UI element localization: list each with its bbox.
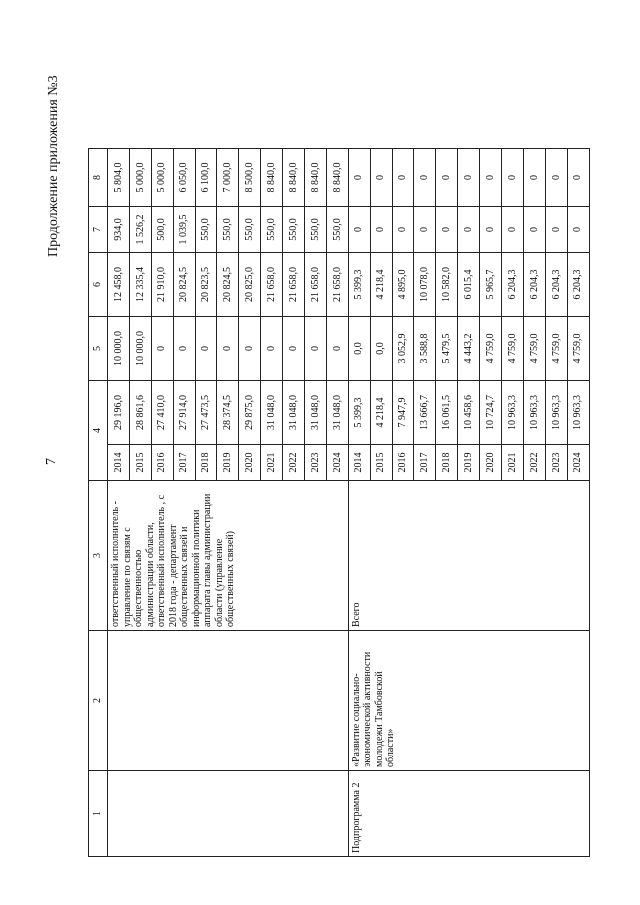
header-cell: 2 <box>89 631 108 771</box>
extrabudget-cell: 0 <box>545 149 567 207</box>
federal-budget-cell: 10 000,0 <box>129 317 151 381</box>
local-budget-cell: 0 <box>348 207 370 253</box>
total-cell: 27 914,0 <box>173 381 195 445</box>
total-cell: 10 963,3 <box>502 381 524 445</box>
regional-budget-cell: 4 895,0 <box>392 253 414 317</box>
regional-budget-cell: 4 218,4 <box>370 253 392 317</box>
year-cell: 2017 <box>173 445 195 481</box>
year-cell: 2023 <box>545 445 567 481</box>
regional-budget-cell: 6 204,3 <box>502 253 524 317</box>
regional-budget-cell: 12 335,4 <box>129 253 151 317</box>
local-budget-cell: 0 <box>545 207 567 253</box>
federal-budget-cell: 4 443,2 <box>458 317 480 381</box>
extrabudget-cell: 0 <box>370 149 392 207</box>
total-cell: 29 196,0 <box>108 381 130 445</box>
extrabudget-cell: 8 840,0 <box>326 149 348 207</box>
extrabudget-cell: 0 <box>348 149 370 207</box>
extrabudget-cell: 5 000,0 <box>151 149 173 207</box>
total-cell: 7 947,9 <box>392 381 414 445</box>
local-budget-cell: 550,0 <box>283 207 305 253</box>
regional-budget-cell: 21 658,0 <box>283 253 305 317</box>
total-cell: 31 048,0 <box>326 381 348 445</box>
total-cell: 31 048,0 <box>305 381 327 445</box>
year-cell: 2024 <box>567 445 589 481</box>
local-budget-cell: 0 <box>502 207 524 253</box>
local-budget-cell: 0 <box>567 207 589 253</box>
local-budget-cell: 1 526,2 <box>129 207 151 253</box>
program-code-cell <box>108 771 349 857</box>
federal-budget-cell: 4 759,0 <box>545 317 567 381</box>
federal-budget-cell: 10 000,0 <box>108 317 130 381</box>
extrabudget-cell: 8 840,0 <box>305 149 327 207</box>
federal-budget-cell: 3 588,8 <box>414 317 436 381</box>
header-cell: 4 <box>89 381 108 481</box>
regional-budget-cell: 6 015,4 <box>458 253 480 317</box>
federal-budget-cell: 3 052,9 <box>392 317 414 381</box>
program-code-cell: Подпрограмма 2 <box>348 771 589 857</box>
regional-budget-cell: 5 965,7 <box>480 253 502 317</box>
year-cell: 2019 <box>458 445 480 481</box>
header-cell: 7 <box>89 207 108 253</box>
total-cell: 10 724,7 <box>480 381 502 445</box>
extrabudget-cell: 5 000,0 <box>129 149 151 207</box>
federal-budget-cell: 4 759,0 <box>480 317 502 381</box>
federal-budget-cell: 0 <box>217 317 239 381</box>
year-cell: 2018 <box>436 445 458 481</box>
regional-budget-cell: 6 204,3 <box>567 253 589 317</box>
extrabudget-cell: 0 <box>567 149 589 207</box>
executor-cell: Всего <box>348 481 589 631</box>
federal-budget-cell: 4 759,0 <box>567 317 589 381</box>
extrabudget-cell: 0 <box>502 149 524 207</box>
extrabudget-cell: 6 050,0 <box>173 149 195 207</box>
total-cell: 29 875,0 <box>239 381 261 445</box>
executor-cell: ответственный исполнитель - управление по связям с общественностью администрации области, ответственный исполнитель , с 2018 года - департамент общественных связей и информационной политики аппарата главы администрации области (управление общественных связей) <box>108 481 349 631</box>
extrabudget-cell: 8 840,0 <box>283 149 305 207</box>
extrabudget-cell: 0 <box>458 149 480 207</box>
year-cell: 2022 <box>283 445 305 481</box>
year-cell: 2018 <box>195 445 217 481</box>
local-budget-cell: 934,0 <box>108 207 130 253</box>
year-cell: 2021 <box>502 445 524 481</box>
federal-budget-cell: 0 <box>239 317 261 381</box>
regional-budget-cell: 20 824,5 <box>217 253 239 317</box>
page-number: 7 <box>44 458 59 465</box>
continuation-label: Продолжение приложения №3 <box>46 75 61 257</box>
local-budget-cell: 550,0 <box>195 207 217 253</box>
total-cell: 31 048,0 <box>261 381 283 445</box>
regional-budget-cell: 20 824,5 <box>173 253 195 317</box>
header-cell: 6 <box>89 253 108 317</box>
federal-budget-cell: 0 <box>283 317 305 381</box>
regional-budget-cell: 21 658,0 <box>261 253 283 317</box>
year-cell: 2015 <box>129 445 151 481</box>
local-budget-cell: 550,0 <box>261 207 283 253</box>
local-budget-cell: 0 <box>480 207 502 253</box>
year-cell: 2014 <box>108 445 130 481</box>
federal-budget-cell: 0,0 <box>348 317 370 381</box>
extrabudget-cell: 6 100,0 <box>195 149 217 207</box>
year-cell: 2022 <box>523 445 545 481</box>
regional-budget-cell: 20 825,0 <box>239 253 261 317</box>
total-cell: 10 963,3 <box>567 381 589 445</box>
total-cell: 28 861,6 <box>129 381 151 445</box>
federal-budget-cell: 0,0 <box>370 317 392 381</box>
regional-budget-cell: 10 582,0 <box>436 253 458 317</box>
local-budget-cell: 550,0 <box>305 207 327 253</box>
header-cell: 8 <box>89 149 108 207</box>
year-cell: 2016 <box>151 445 173 481</box>
year-cell: 2020 <box>239 445 261 481</box>
local-budget-cell: 0 <box>414 207 436 253</box>
header-row <box>89 149 108 857</box>
federal-budget-cell: 0 <box>151 317 173 381</box>
total-cell: 10 458,6 <box>458 381 480 445</box>
local-budget-cell: 550,0 <box>326 207 348 253</box>
local-budget-cell: 500,0 <box>151 207 173 253</box>
year-cell: 2015 <box>370 445 392 481</box>
regional-budget-cell: 12 458,0 <box>108 253 130 317</box>
year-cell: 2021 <box>261 445 283 481</box>
program-name-cell: «Развитие социально-экономической активности молодежи Тамбовской области» <box>348 631 589 771</box>
program-name-cell <box>108 631 349 771</box>
federal-budget-cell: 0 <box>326 317 348 381</box>
regional-budget-cell: 21 658,0 <box>305 253 327 317</box>
total-cell: 16 061,5 <box>436 381 458 445</box>
total-cell: 10 963,3 <box>523 381 545 445</box>
extrabudget-cell: 0 <box>414 149 436 207</box>
total-cell: 27 410,0 <box>151 381 173 445</box>
header-cell: 5 <box>89 317 108 381</box>
regional-budget-cell: 20 823,5 <box>195 253 217 317</box>
local-budget-cell: 0 <box>392 207 414 253</box>
extrabudget-cell: 8 840,0 <box>261 149 283 207</box>
total-cell: 27 473,5 <box>195 381 217 445</box>
local-budget-cell: 0 <box>370 207 392 253</box>
total-cell: 4 218,4 <box>370 381 392 445</box>
extrabudget-cell: 7 000,0 <box>217 149 239 207</box>
total-cell: 13 666,7 <box>414 381 436 445</box>
federal-budget-cell: 0 <box>261 317 283 381</box>
regional-budget-cell: 6 204,3 <box>545 253 567 317</box>
total-cell: 28 374,5 <box>217 381 239 445</box>
extrabudget-cell: 0 <box>523 149 545 207</box>
year-cell: 2024 <box>326 445 348 481</box>
table-row <box>348 149 370 857</box>
local-budget-cell: 550,0 <box>239 207 261 253</box>
header-cell: 3 <box>89 481 108 631</box>
table-body <box>108 149 590 857</box>
local-budget-cell: 0 <box>523 207 545 253</box>
federal-budget-cell: 0 <box>173 317 195 381</box>
extrabudget-cell: 0 <box>480 149 502 207</box>
year-cell: 2019 <box>217 445 239 481</box>
year-cell: 2020 <box>480 445 502 481</box>
year-cell: 2016 <box>392 445 414 481</box>
local-budget-cell: 0 <box>458 207 480 253</box>
total-cell: 10 963,3 <box>545 381 567 445</box>
local-budget-cell: 0 <box>436 207 458 253</box>
federal-budget-cell: 4 759,0 <box>523 317 545 381</box>
extrabudget-cell: 0 <box>392 149 414 207</box>
federal-budget-cell: 4 759,0 <box>502 317 524 381</box>
table-row <box>108 149 130 857</box>
extrabudget-cell: 5 804,0 <box>108 149 130 207</box>
extrabudget-cell: 8 500,0 <box>239 149 261 207</box>
year-cell: 2014 <box>348 445 370 481</box>
funding-table <box>88 148 590 857</box>
year-cell: 2017 <box>414 445 436 481</box>
year-cell: 2023 <box>305 445 327 481</box>
total-cell: 5 399,3 <box>348 381 370 445</box>
federal-budget-cell: 5 479,5 <box>436 317 458 381</box>
regional-budget-cell: 21 910,0 <box>151 253 173 317</box>
local-budget-cell: 550,0 <box>217 207 239 253</box>
extrabudget-cell: 0 <box>436 149 458 207</box>
total-cell: 31 048,0 <box>283 381 305 445</box>
regional-budget-cell: 6 204,3 <box>523 253 545 317</box>
regional-budget-cell: 10 078,0 <box>414 253 436 317</box>
regional-budget-cell: 5 399,3 <box>348 253 370 317</box>
federal-budget-cell: 0 <box>305 317 327 381</box>
header-cell: 1 <box>89 771 108 857</box>
federal-budget-cell: 0 <box>195 317 217 381</box>
regional-budget-cell: 21 658,0 <box>326 253 348 317</box>
local-budget-cell: 1 039,5 <box>173 207 195 253</box>
